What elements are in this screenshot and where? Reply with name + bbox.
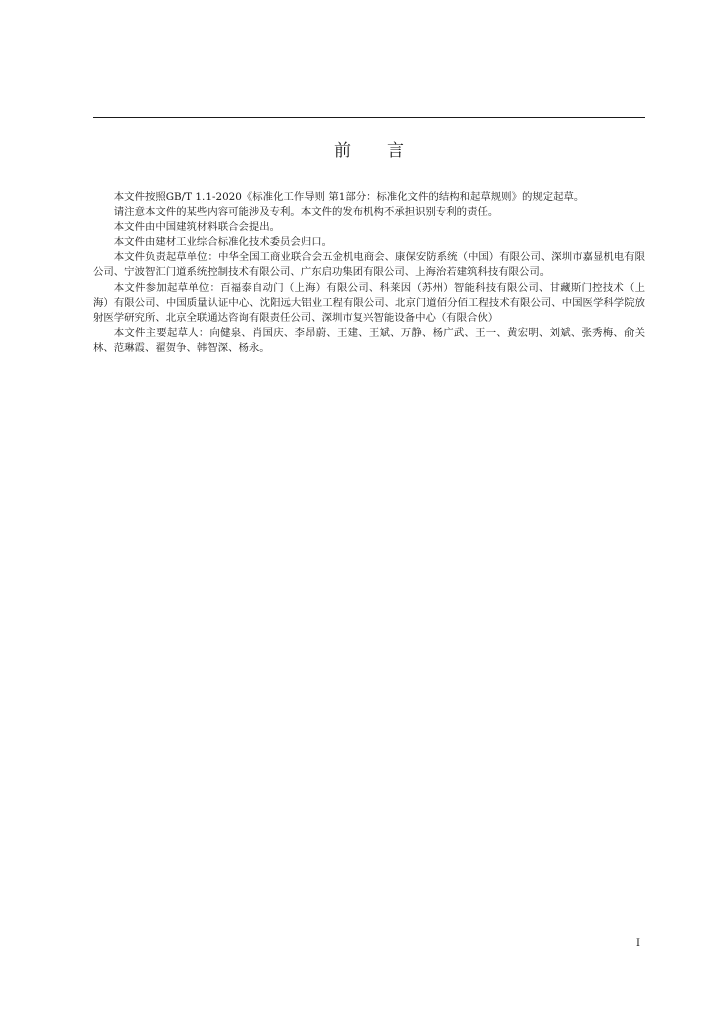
page-title	[93, 136, 645, 161]
paragraph-patent-notice: 请注意本文件的某些内容可能涉及专利。本文件的发布机构不承担识别专利的责任。	[113, 206, 499, 219]
title-char-1: 前	[334, 141, 351, 161]
paragraph-committee: 本文件由建材工业综合标准化技术委员会归口。	[113, 236, 332, 249]
paragraph-proposer: 本文件由中国建筑材料联合会提出。	[113, 221, 281, 234]
foreword-body	[93, 190, 645, 356]
header-rule	[93, 117, 645, 118]
paragraph-main-drafters: 本文件主要起草人：向健泉、肖国庆、李昂蔚、王建、王斌、万静、杨广武、王一、黄宏明、刘斌、张秀梅、俞关林、范琳霞、翟贺争、韩智深、杨永。	[93, 326, 645, 354]
paragraph-participating-drafters: 本文件参加起草单位：百福泰自动门（上海）有限公司、科莱因（苏州）智能科技有限公司、甘藏斯门控技术（上海）有限公司、中国质量认证中心、沈阳远大铝业工程有限公司、北京门道佰分佰工程技术有限公司、中国医学科学院放射医学研究所、北京全联通达咨询有限责任公司、深圳市复兴智能设备中心（有限合伙）	[93, 281, 645, 324]
paragraph-drafting-rules: 本文件按照GB/T 1.1-2020《标准化工作导则 第1部分：标准化文件的结构和起草规则》的规定起草。	[113, 191, 585, 203]
paragraph-lead-drafters: 本文件负责起草单位：中华全国工商业联合会五金机电商会、康保安防系统（中国）有限公司、深圳市嘉显机电有限公司、宁波智汇门道系统控制技术有限公司、广东启功集团有限公司、上海治若建筑科技有限公司。	[93, 251, 645, 279]
title-char-2: 言	[387, 141, 404, 161]
page-number: I	[636, 938, 640, 949]
